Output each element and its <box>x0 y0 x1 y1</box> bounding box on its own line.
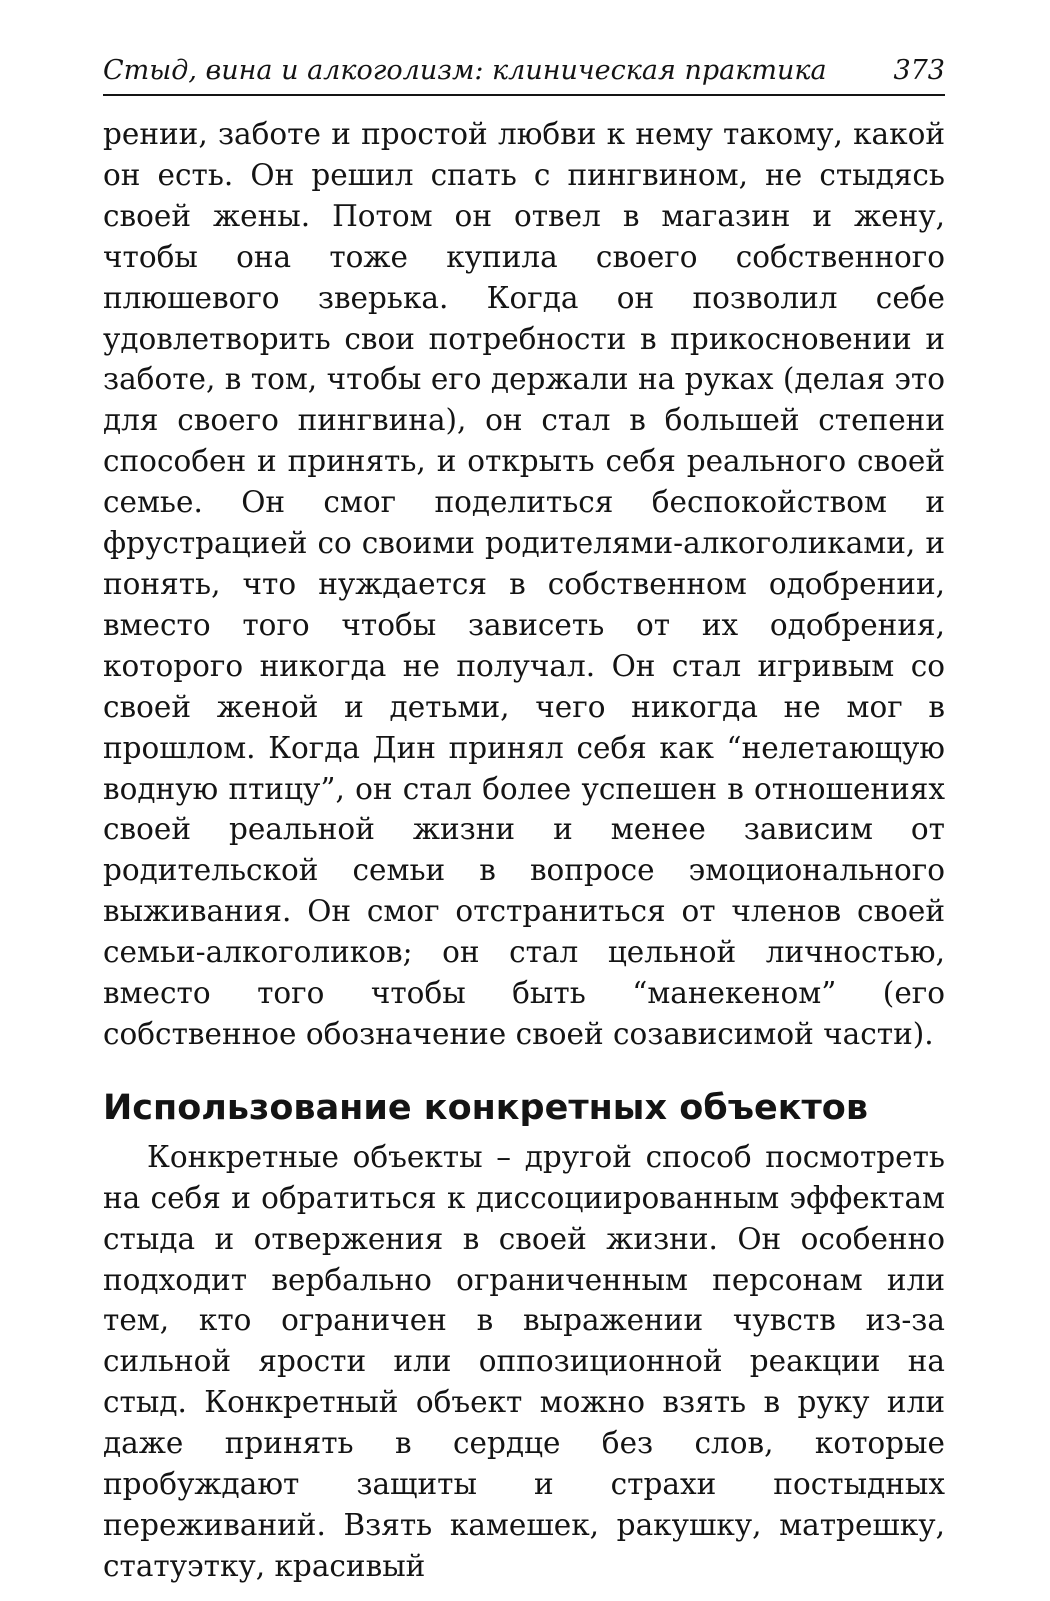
paragraph-continuation: рении, заботе и простой любви к нему такому, какой он есть. Он решил спать с пингвином, не стыдясь своей жены. Потом он отвел в магазин и жену, чтобы она тоже купила своего собственного плюшевого зверька. Когда он позволил себе удовлетворить свои потребности в прикосновении и заботе, в том, чтобы его держали на руках (делая это для своего пингвина), он стал в большей степени способен и принять, и открыть себя реального своей семье. Он смог поделиться беспокойством и фрустрацией со своими родителями-алкоголиками, и понять, что нуждается в собственном одобрении, вместо того чтобы зависеть от их одобрения, которого никогда не получал. Он стал игривым со своей женой и детьми, чего никогда не мог в прошлом. Когда Дин принял себя как “нелетающую водную птицу”, он стал более успешен в отношениях своей реальной жизни и менее зависим от родительской семьи в вопросе эмоционального выживания. Он смог отстраниться от членов своей семьи-алкоголиков; он стал цельной личностью, вместо того чтобы быть “манекеном” (его собственное обозначение своей созависимой части). <box>103 117 945 1051</box>
book-title: Стыд, вина и алкоголизм: клиническая практика <box>103 55 827 86</box>
body-text <box>103 114 945 1587</box>
running-header <box>103 48 945 96</box>
section-heading: Использование конкретных объектов <box>103 1087 868 1128</box>
page-number: 373 <box>893 55 945 86</box>
paragraph-concrete-objects: Конкретные объекты – другой способ посмотреть на себя и обратиться к диссоциированным эффектам стыда и отвержения в своей жизни. Он особенно подходит вербально ограниченным персонам или тем, кто ограничен в выражении чувств из-за сильной ярости или оппозиционной реакции на стыд. Конкретный объект можно взять в руку или даже принять в сердце без слов, которые пробуждают защиты и страхи постыдных переживаний. Взять камешек, ракушку, матрешку, статуэтку, красивый <box>103 1139 945 1583</box>
